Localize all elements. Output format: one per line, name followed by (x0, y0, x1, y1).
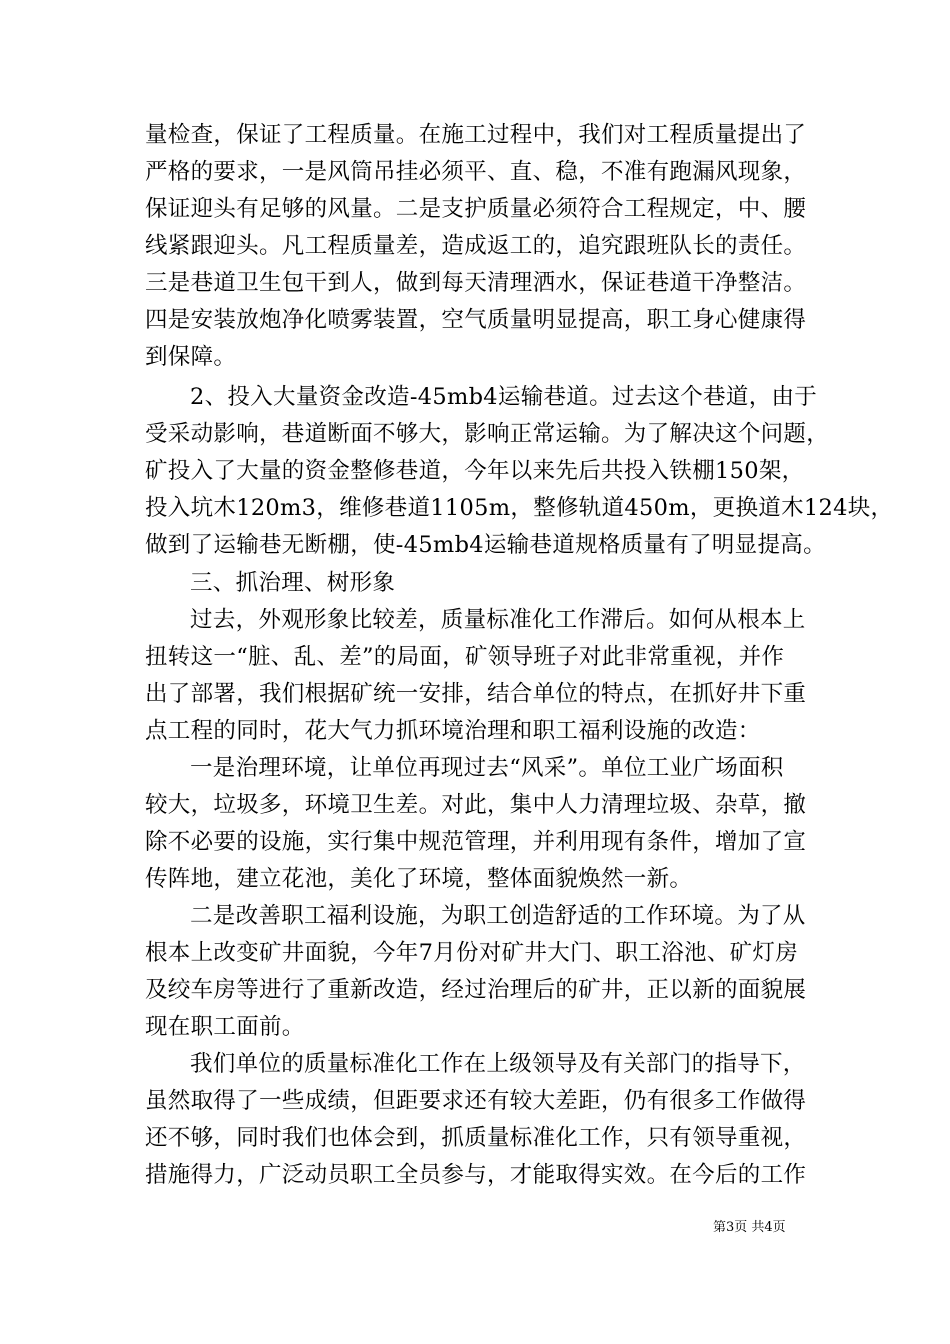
text-line: 矿投入了大量的资金整修巷道，今年以来先后共投入铁棚150架， (145, 458, 805, 484)
text-line: 受采动影响，巷道断面不够大，影响正常运输。为了解决这个问题， (145, 421, 830, 447)
text-line: 过去，外观形象比较差，质量标准化工作滞后。如何从根本上 (190, 607, 806, 633)
text-line: 到保障。 (145, 344, 237, 370)
text-line: 措施得力，广泛动员职工全员参与，才能取得实效。在今后的工作 (145, 1162, 807, 1188)
text-line: 较大，垃圾多，环境卫生差。对此，集中人力清理垃圾、杂草，撤 (145, 792, 807, 818)
text-line: 三是巷道卫生包干到人，做到每天清理洒水，保证巷道干净整洁。 (145, 270, 807, 296)
text-line: 2、投入大量资金改造-45mb4运输巷道。过去这个巷道，由于 (190, 384, 818, 410)
text-line: 还不够，同时我们也体会到，抓质量标准化工作，只有领导重视， (145, 1125, 807, 1151)
text-line: 虽然取得了一些成绩，但距要求还有较大差距，仍有很多工作做得 (145, 1088, 807, 1114)
text-line: 出了部署，我们根据矿统一安排，结合单位的特点，在抓好井下重 (145, 681, 807, 707)
text-line: 一是治理环境，让单位再现过去“风采”。单位工业广场面积 (190, 755, 784, 781)
text-line: 线紧跟迎头。凡工程质量差，造成返工的，追究跟班队长的责任。 (145, 233, 807, 259)
page-footer: 第3页 共4页 (713, 1220, 786, 1235)
text-line: 做到了运输巷无断棚，使-45mb4运输巷道规格质量有了明显提高。 (145, 532, 826, 558)
text-line: 除不必要的设施，实行集中规范管理，并利用现有条件，增加了宣 (145, 829, 807, 855)
text-line: 严格的要求，一是风筒吊挂必须平、直、稳，不准有跑漏风现象， (145, 159, 807, 185)
text-line: 现在职工面前。 (145, 1014, 305, 1040)
text-line: 二是改善职工福利设施，为职工创造舒适的工作环境。为了从 (190, 903, 806, 929)
section-heading: 三、抓治理、树形象 (190, 570, 396, 596)
text-line: 扭转这一“脏、乱、差”的局面，矿领导班子对此非常重视，并作 (145, 644, 785, 670)
text-line: 及绞车房等进行了重新改造，经过治理后的矿井，正以新的面貌展 (145, 977, 807, 1003)
text-line: 传阵地，建立花池，美化了环境，整体面貌焕然一新。 (145, 866, 693, 892)
text-line: 投入坑木120m3，维修巷道1105m，整修轨道450m，更换道木124块， (145, 495, 894, 521)
text-line: 我们单位的质量标准化工作在上级领导及有关部门的指导下， (190, 1051, 806, 1077)
text-line: 量检查，保证了工程质量。在施工过程中，我们对工程质量提出了 (145, 122, 807, 148)
text-line: 保证迎头有足够的风量。二是支护质量必须符合工程规定，中、腰 (145, 196, 807, 222)
text-line: 根本上改变矿井面貌，今年7月份对矿井大门、职工浴池、矿灯房 (145, 940, 799, 966)
text-line: 四是安装放炮净化喷雾装置，空气质量明显提高，职工身心健康得 (145, 307, 807, 333)
text-line: 点工程的同时，花大气力抓环境治理和职工福利设施的改造： (145, 718, 761, 744)
